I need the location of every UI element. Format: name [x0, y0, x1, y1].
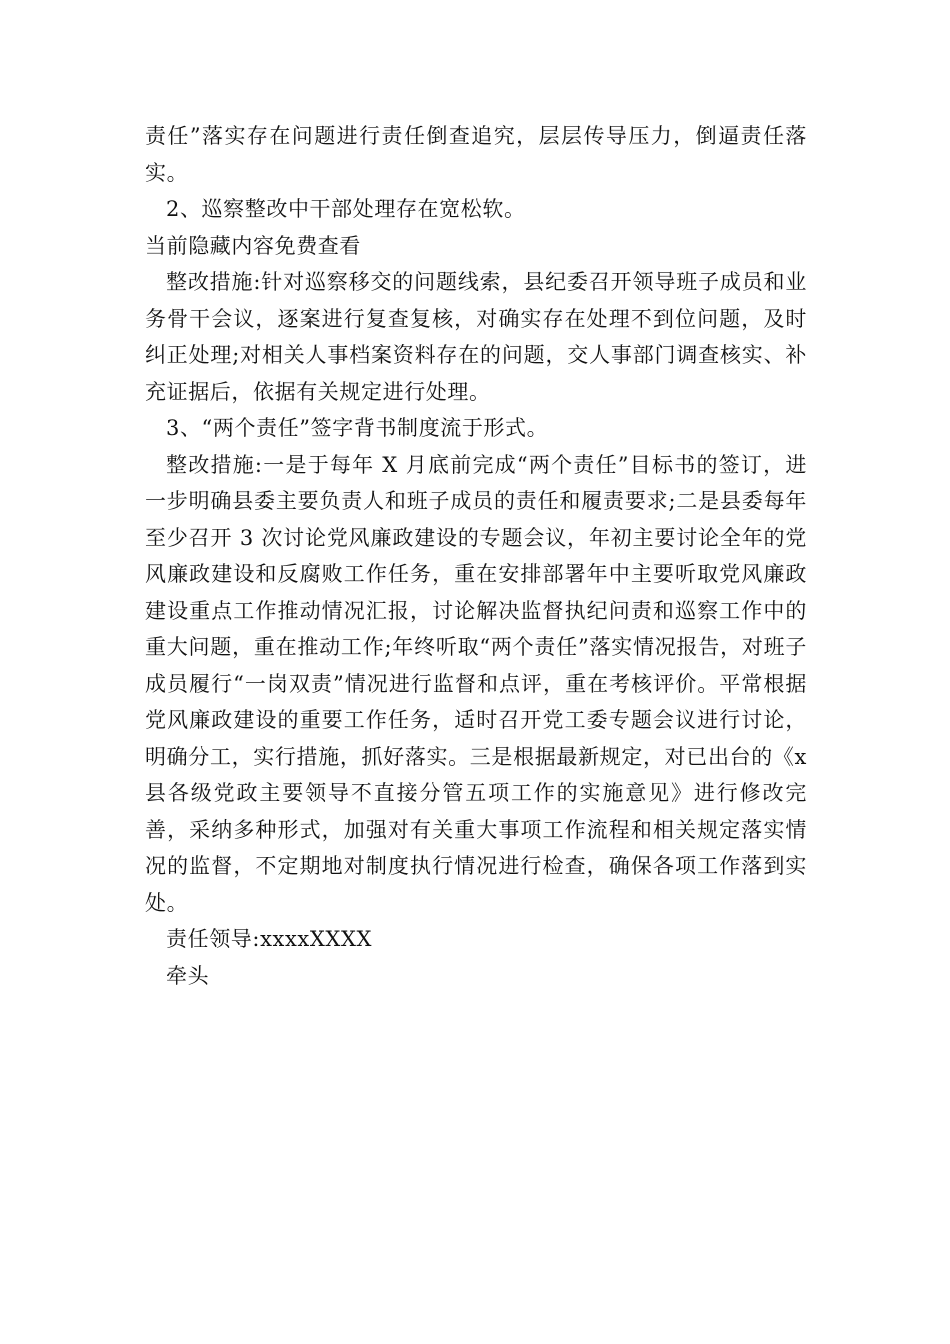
lead-unit-label: 牵头 — [166, 963, 210, 988]
paragraph-rectification-measures-2: 整改措施:针对巡察移交的问题线索，县纪委召开领导班子成员和业务骨干会议，逐案进行复查复核，对确实存在处理不到位问题，及时纠正处理;对相关人事档案资料存在的问题，交人事部门调查核实、补充证据后，依据有关规定进行处理。 — [145, 270, 807, 404]
paragraph-rectification-measures-3: 整改措施:一是于每年 X 月底前完成“两个责任”目标书的签订，进一步明确县委主要负责人和班子成员的责任和履责要求;二是县委每年至少召开 3 次讨论党风廉政建设的专题会议，年初主要讨论全年的党风廉政建设和反腐败工作任务，重在安排部署年中主要听取党风廉政建设重点工作推动情况汇报，讨论解决监督执纪问责和巡察工作中的重大问题，重在推动工作;年终听取“两个责任”落实情况报告，对班子成员履行“一岗双责”情况进行监督和点评，重在考核评价。平常根据党风廉政建设的重要工作任务，适时召开党工委专题会议进行讨论，明确分工，实行措施，抓好落实。三是根据最新规定，对已出台的《x 县各级党政主要领导不直接分管五项工作的实施意见》进行修改完善，采纳多种形式，加强对有关重大事项工作流程和相关规定落实情况的监督，不定期地对制度执行情况进行检查，确保各项工作落到实处。 — [145, 452, 807, 915]
responsible-leader: 责任领导:xxxxXXXX — [166, 927, 373, 951]
paragraph-responsibility-implementation: 责任”落实存在问题进行责任倒查追究，层层传导压力，倒逼责任落实。 — [145, 124, 807, 185]
heading-item-2: 2、巡察整改中干部处理存在宽松软。 — [166, 197, 526, 221]
document-body — [145, 118, 807, 994]
hidden-content-notice[interactable]: 当前隐藏内容免费查看 — [145, 233, 361, 258]
heading-item-3: 3、“两个责任”签字背书制度流于形式。 — [166, 416, 549, 440]
